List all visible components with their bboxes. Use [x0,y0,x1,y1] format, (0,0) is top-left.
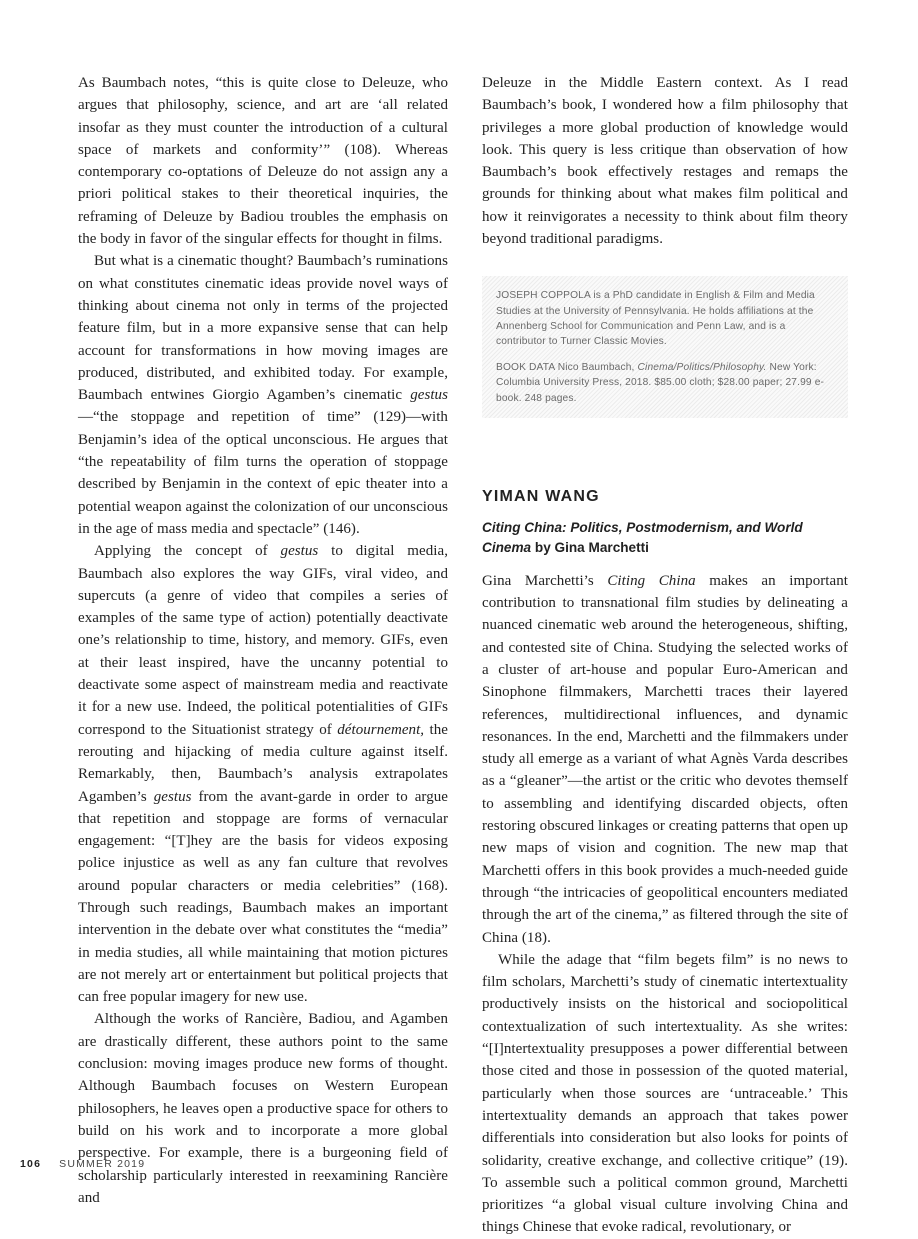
contributor-bio: JOSEPH COPPOLA is a PhD candidate in English & Film and Media Studies at the University of Pennsylvania. He holds affiliations at the Annenberg School for Communication and Penn Law, and is a contributor to Turner Classic Movies. [496,290,815,347]
right-column [482,72,848,1239]
body-paragraph [482,570,848,949]
text-run: Gina Marchetti’s [482,572,608,589]
text-run: BOOK DATA Nico Baumbach, [496,362,638,374]
book-title: Citing China: Politics, Postmodernism, and World Cinema [482,519,803,555]
italic-term: gestus [410,387,448,404]
text-run: to digital media, Baumbach also explores the way GIFs, viral video, and supercuts (a genre of video that compiles a series of examples of the same type of action) potentially deactivate one’s relationship to time, history, and memory. GIFs, even at their least inspired, have the uncanny potential to deactivate some aspect of mainstream media and reactivate it for a new use. Indeed, the political potentialities of GIFs correspond to the Situationist strategy of [78,543,449,738]
book-data [496,360,834,406]
italic-term: gestus [153,788,192,805]
body-paragraph: As Baumbach notes, “this is quite close to Deleuze, who argues that philosophy, science, and art are ‘all related insofar as they must counter the introduction of a cultural space of markets and conformity’” (108). Whereas contemporary co-optations of Deleuze do not assign any a priori political stakes to their theoretical inquiries, the reframing of Deleuze by Badiou troubles the emphasis on the body in favor of the singular effects for thought in films. [78,75,448,248]
issue-label: SUMMER 2019 [59,1158,146,1170]
body-paragraph: Although the works of Rancière, Badiou, and Agamben are drastically different, these authors point to the same conclusion: moving images produce new forms of thought. Although Baumbach focuses on Western European philosophers, he leaves open a productive space for others to build on his work and to incorporate a more global perspective. For example, there is a burgeoning field of scholarship particularly interested in reexamining Rancière and [78,1011,448,1206]
reviewed-book-heading [482,518,848,558]
text-run: But what is a cinematic thought? Baumbach’s ruminations on what constitutes cinematic ideas provide novel ways of thinking about cinema not only in terms of the projected feature film, but in a more expansive sense that can help account for transformations in how moving images are produced, distributed, and exhibited today. For example, Baumbach entwines Giorgio Agamben’s cinematic [78,253,448,404]
book-author: by Gina Marchetti [531,539,649,555]
text-run: from the avant-garde in order to argue that repetition and stoppage are forms of vernacular engagement: “[T]hey are the basis for videos exposing police injustice as well as any fan culture that revolves around popular characters or media celebrities” (168). Through such readings, Baumbach makes an important intervention in the debate over what constitutes the “media” in media studies, all while maintaining that motion pictures are not merely art or entertainment but political projects that can free popular imagery for new use. [78,788,448,1006]
italic-term: gestus [280,543,319,560]
body-paragraph: Deleuze in the Middle Eastern context. As I read Baumbach’s book, I wondered how a film philosophy that privileges a more global production of knowledge would look. This query is less critique than observation of how Baumbach’s book effectively restages and remaps the grounds for thinking about what makes film political and how it reinvigorates a necessity to think about film theory beyond traditional paradigms. [482,75,848,248]
italic-term: Citing China [607,572,696,589]
left-column [78,72,448,1209]
text-run: makes an important contribution to transnational film studies by delineating a nuanced cinematic web around the heterogeneous, shifting, and contested site of China. Studying the selected works of a cluster of art-house and popular Euro-American and Sinophone filmmakers, Marchetti traces their layered references, multidirectional influences, and dynamic resonances. In the end, Marchetti and the filmmakers under study all emerge as a variant of what Agnès Varda describes as a “gleaner”—the artist or the critic who devotes themself to assembling and identifying discarded objects, often restoring obscured linkages or creating patterns that open up new maps of vision and cognition. The new map that Marchetti offers in this book provides a much-needed guide through “the intricacies of geopolitical encounters mediated through the art of the cinema,” as filtered through the site of China (18). [482,572,849,946]
review-author-heading: YIMAN WANG [482,487,600,505]
text-run: New York: Columbia University Press, 2018. $85.00 cloth; $28.00 paper; 27.99 e-book. 248 pages. [496,362,825,404]
text-run: the rerouting and hijacking of media culture against itself. Remarkably, then, Baumbach’s analysis extrapolates Agamben’s [78,721,449,805]
text-run: —“the stoppage and repetition of time” (129)—with Benjamin’s idea of the optical unconscious. He argues that “the repeatability of film turns the operation of stoppage described by Benjamin in the context of epic theater into a potential weapon against the colonization of our unconscious in the age of mass media and spectacle” (146). [78,409,448,537]
body-paragraph [78,250,448,540]
body-paragraph: While the adage that “film begets film” is no news to film scholars, Marchetti’s study of cinematic intertextuality productively insists on the historical and sociopolitical contextualization of such intertextuality. As she writes: “[I]ntertextuality presupposes a power differential between those cited and those in possession of the quoted material, particularly when those sources are ‘untraceable.’ This intertextuality demands an approach that takes power differentials into consideration but also looks for points of solidarity, creative exchange, and collective critique” (19). To assemble such a political common ground, Marchetti prioritizes “a global visual culture involving China and things Chinese that evoke radical, revolutionary, or [482,951,848,1236]
page-number: 106 [20,1158,42,1170]
italic-term: détournement, [337,721,425,738]
body-paragraph [78,540,448,1008]
italic-term: Cinema/Politics/Philosophy. [637,362,767,374]
page-footer [20,1158,145,1170]
text-run: Applying the concept of [94,543,281,560]
contributor-note-box [482,276,848,417]
